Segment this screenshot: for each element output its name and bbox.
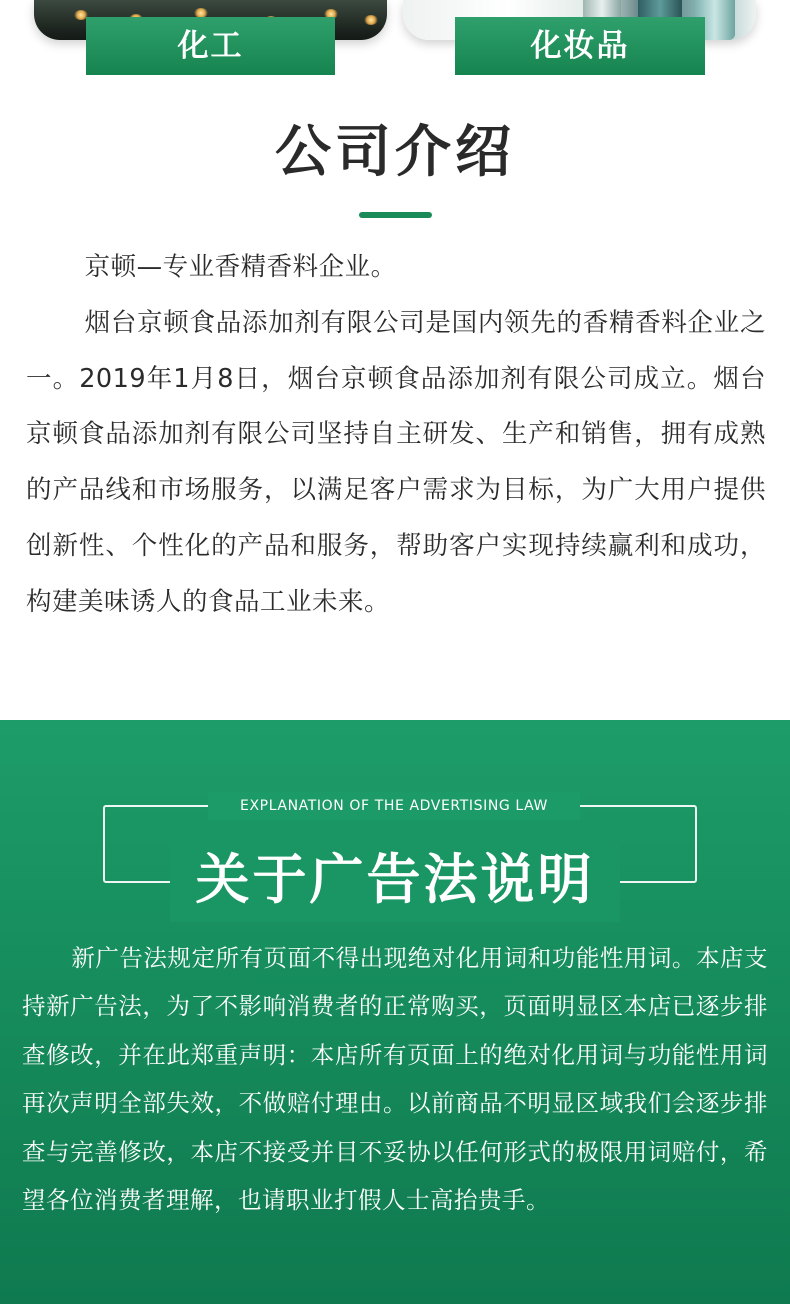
category-label-cosmetics: 化妆品 xyxy=(455,17,705,75)
law-subtitle-en: EXPLANATION OF THE ADVERTISING LAW xyxy=(208,792,580,820)
plant-light xyxy=(364,15,378,25)
category-label-chemical: 化工 xyxy=(86,17,335,75)
advertising-law-section xyxy=(0,720,790,1304)
company-intro-title: 公司介绍 xyxy=(275,120,515,185)
title-underline xyxy=(359,212,432,218)
intro-paragraph: 烟台京顿食品添加剂有限公司是国内领先的香精香料企业之一。2019年1月8日，烟台京顿食品添加剂有限公司成立。烟台京顿食品添加剂有限公司坚持自主研发、生产和销售，拥有成熟的产品线和市场服务，以满足客户需求为目标，为广大用户提供创新性、个性化的产品和服务，帮助客户实现持续赢利和成功，构建美味诱人的食品工业未来。 xyxy=(26,307,766,617)
company-intro-text xyxy=(26,240,766,631)
law-statement-text xyxy=(22,934,768,1224)
intro-tagline: 京顿—专业香精香料企业。 xyxy=(84,252,397,282)
law-title: 关于广告法说明 xyxy=(170,838,620,922)
law-paragraph: 新广告法规定所有页面不得出现绝对化用词和功能性用词。本店支持新广告法，为了不影响消费者的正常购买，页面明显区本店已逐步排查修改，并在此郑重声明：本店所有页面上的绝对化用词与功能性用词再次声明全部失效，不做赔付理由。以前商品不明显区域我们会逐步排查与完善修改，本店不接受并目不妥协以任何形式的极限用词赔付，希望各位消费者理解，也请职业打假人士高抬贵手。 xyxy=(22,944,768,1215)
